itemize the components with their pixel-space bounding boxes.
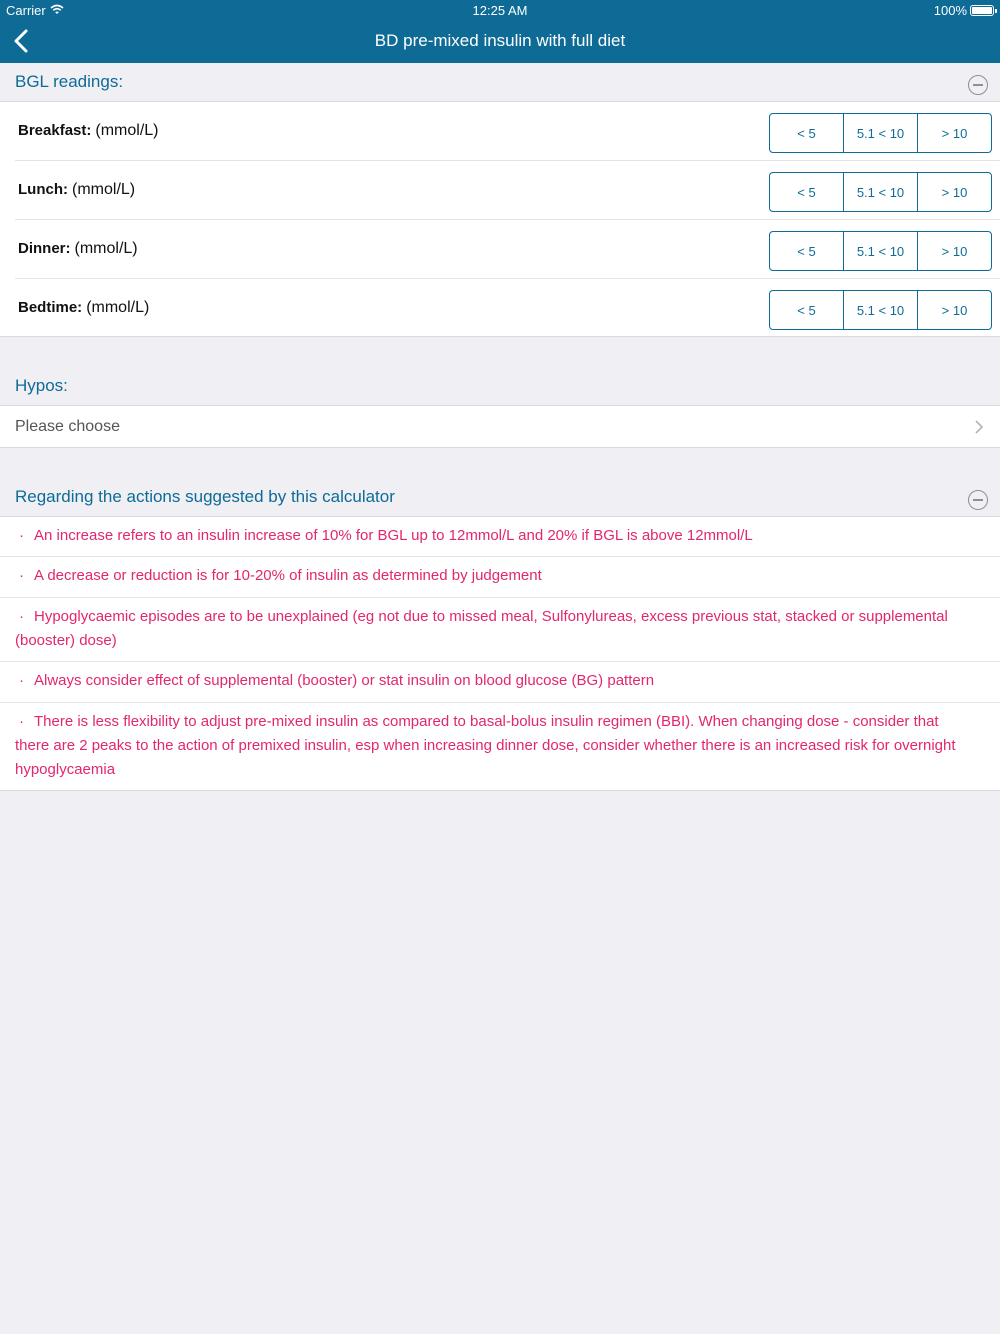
chevron-right-icon [974, 419, 984, 435]
navigation-bar [0, 0, 1000, 63]
note-text: Always consider effect of supplemental (booster) or stat insulin on blood glucose (BG) pattern [34, 672, 655, 689]
hypos-placeholder: Please choose [15, 418, 120, 435]
bgl-range-selector [769, 290, 992, 330]
bgl-row-dinner [0, 220, 1000, 279]
range-option-below-5[interactable]: < 5 [797, 125, 816, 141]
bullet: · [19, 672, 24, 689]
hypos-picker[interactable] [0, 405, 1000, 448]
unit-label: (mmol/L) [86, 299, 150, 316]
bgl-label-lunch: Lunch: [18, 181, 68, 198]
bgl-range-selector [769, 172, 992, 212]
note-item [0, 703, 1000, 791]
bgl-readings-list [0, 101, 1000, 337]
range-option-below-5[interactable]: < 5 [797, 243, 816, 259]
bullet: · [19, 608, 24, 625]
bgl-section-header: BGL readings: [15, 72, 124, 91]
note-text: A decrease or reduction is for 10-20% of insulin as determined by judgement [34, 567, 542, 584]
range-option-above-10[interactable]: > 10 [917, 173, 991, 211]
range-option-5-to-10[interactable]: 5.1 < 10 [843, 291, 917, 329]
unit-label: (mmol/L) [72, 181, 136, 198]
bgl-label-breakfast: Breakfast: [18, 122, 92, 139]
unit-label: (mmol/L) [95, 122, 159, 139]
battery-percentage: 100% [933, 3, 967, 18]
actions-notes-list [0, 516, 1000, 791]
range-option-5-to-10[interactable]: 5.1 < 10 [843, 232, 917, 270]
collapse-bgl-icon[interactable] [968, 75, 988, 95]
battery-icon [970, 5, 994, 16]
collapse-actions-icon[interactable] [968, 490, 988, 510]
note-text: There is less flexibility to adjust pre-mixed insulin as compared to basal-bolus insulin regimen (BBI). When changing dose - consider that there are 2 peaks to the action of premixed insulin, esp when increasing dinner dose, consider whether there is an increased risk for overnight hypoglycaemia [15, 713, 956, 778]
note-item [0, 517, 1000, 557]
range-option-above-10[interactable]: > 10 [917, 232, 991, 270]
clock: 12:25 AM [472, 3, 528, 18]
bgl-range-selector [769, 231, 992, 271]
bullet: · [19, 527, 24, 544]
bgl-row-breakfast [0, 102, 1000, 161]
bgl-row-lunch [0, 161, 1000, 220]
bgl-label-bedtime: Bedtime: [18, 299, 83, 316]
page-title: BD pre-mixed insulin with full diet [374, 31, 626, 50]
bgl-row-bedtime [0, 279, 1000, 338]
bullet: · [19, 713, 24, 730]
range-option-5-to-10[interactable]: 5.1 < 10 [843, 114, 917, 152]
bgl-label-dinner: Dinner: [18, 240, 71, 257]
range-option-5-to-10[interactable]: 5.1 < 10 [843, 173, 917, 211]
range-option-below-5[interactable]: < 5 [797, 302, 816, 318]
carrier-label: Carrier [6, 3, 46, 18]
bullet: · [19, 567, 24, 584]
range-option-above-10[interactable]: > 10 [917, 291, 991, 329]
hypos-section-header: Hypos: [15, 376, 68, 395]
note-text: An increase refers to an insulin increase of 10% for BGL up to 12mmol/L and 20% if BGL is above 12mmol/L [34, 527, 753, 544]
note-item [0, 598, 1000, 662]
bgl-range-selector [769, 113, 992, 153]
range-option-above-10[interactable]: > 10 [917, 114, 991, 152]
note-item [0, 662, 1000, 703]
unit-label: (mmol/L) [74, 240, 138, 257]
actions-section-header: Regarding the actions suggested by this calculator [15, 487, 395, 506]
range-option-below-5[interactable]: < 5 [797, 184, 816, 200]
status-bar [0, 0, 1000, 20]
note-item [0, 557, 1000, 598]
note-text: Hypoglycaemic episodes are to be unexplained (eg not due to missed meal, Sulfonylureas, excess previous stat, stacked or supplemental (booster) dose) [15, 608, 948, 649]
